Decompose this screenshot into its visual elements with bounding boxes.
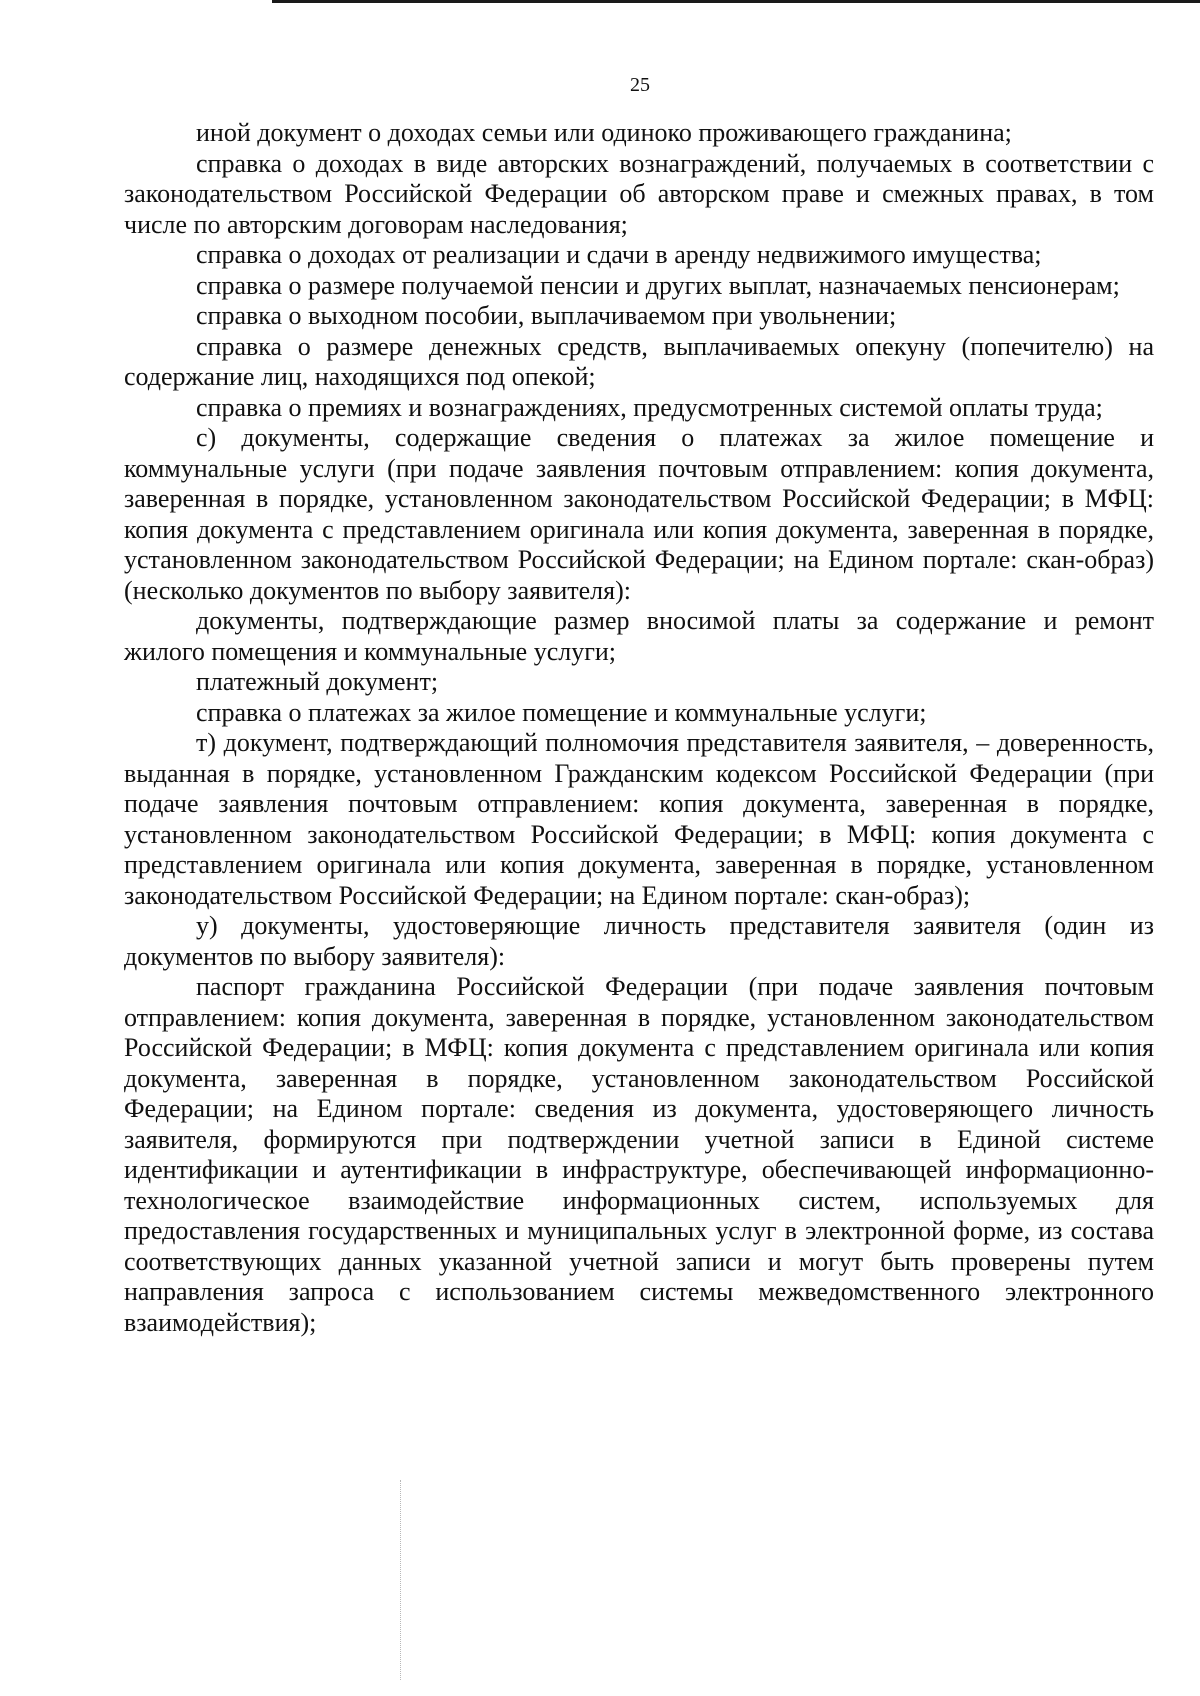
document-body — [124, 118, 1154, 1338]
paragraph-passport: паспорт гражданина Российской Федерации (при подаче заявления почтовым отправлением: копия документа, заверенная в порядке, установленном законодательством Российской Федерации; в МФЦ: копия документа с представлением оригинала или копия документа, заверенная в порядке, установленном законодательством Российской Федерации; на Едином портале: сведения из документа, удостоверяющего личность заявителя, формируются при подтверждении учетной записи в Единой системе идентификации и аутентификации в инфраструктуре, обеспечивающей информационно-технологическое взаимодействие информационных систем, используемых для предоставления государственных и муниципальных услуг в электронной форме, из состава соответствующих данных указанной учетной записи и могут быть проверены путем направления запроса с использованием системы межведомственного электронного взаимодействия); — [124, 972, 1154, 1337]
paragraph-other-income-document: иной документ о доходах семьи или одиноко проживающего гражданина; — [196, 118, 1012, 147]
paragraph-item-u-representative-id: у) документы, удостоверяющие личность представителя заявителя (один из документов по выбору заявителя): — [124, 911, 1154, 971]
paragraph-payment-document: платежный документ; — [196, 667, 439, 696]
paragraph-pension-certificate: справка о размере получаемой пенсии и других выплат, назначаемых пенсионерам; — [196, 270, 1120, 300]
paragraph-guardian-funds: справка о размере денежных средств, выплачиваемых опекуну (попечителю) на содержание лиц, находящихся под опекой; — [124, 331, 1154, 391]
paragraph-housing-payments-certificate: справка о платежах за жилое помещение и коммунальные услуги; — [196, 697, 927, 727]
page-number: 25 — [630, 74, 650, 96]
paragraph-severance-pay: справка о выходном пособии, выплачиваемом при увольнении; — [196, 301, 897, 330]
paragraph-author-royalties: справка о доходах в виде авторских вознаграждений, получаемых в соответствии с законодательством Российской Федерации об авторском праве и смежных правах, в том числе по авторским договорам наследования; — [124, 148, 1154, 239]
paragraph-item-s-housing-payments: с) документы, содержащие сведения о платежах за жилое помещение и коммунальные услуги (при подаче заявления почтовым отправлением: копия документа, заверенная в порядке, установленном законодательством Российской Федерации; в МФЦ: копия документа с представлением оригинала или копия документа, заверенная в порядке, установленном законодательством Российской Федерации; на Едином портале: скан-образ) (несколько документов по выбору заявителя): — [124, 423, 1154, 605]
scan-artifact-line — [400, 1480, 402, 1680]
paragraph-bonuses: справка о премиях и вознаграждениях, предусмотренных системой оплаты труда; — [196, 392, 1103, 422]
paragraph-maintenance-fee-documents: документы, подтверждающие размер вносимой платы за содержание и ремонт жилого помещения и коммунальные услуги; — [124, 606, 1154, 666]
top-border-line — [272, 0, 1200, 3]
paragraph-real-estate-income: справка о доходах от реализации и сдачи в аренду недвижимого имущества; — [196, 240, 1042, 269]
paragraph-item-t-power-of-attorney: т) документ, подтверждающий полномочия представителя заявителя, – доверенность, выданная в порядке, установленном Гражданским кодексом Российской Федерации (при подаче заявления почтовым отправлением: копия документа, заверенная в порядке, установленном законодательством Российской Федерации; в МФЦ: копия документа с представлением оригинала или копия документа, заверенная в порядке, установленном законодательством Российской Федерации; на Едином портале: скан-образ); — [124, 728, 1154, 910]
